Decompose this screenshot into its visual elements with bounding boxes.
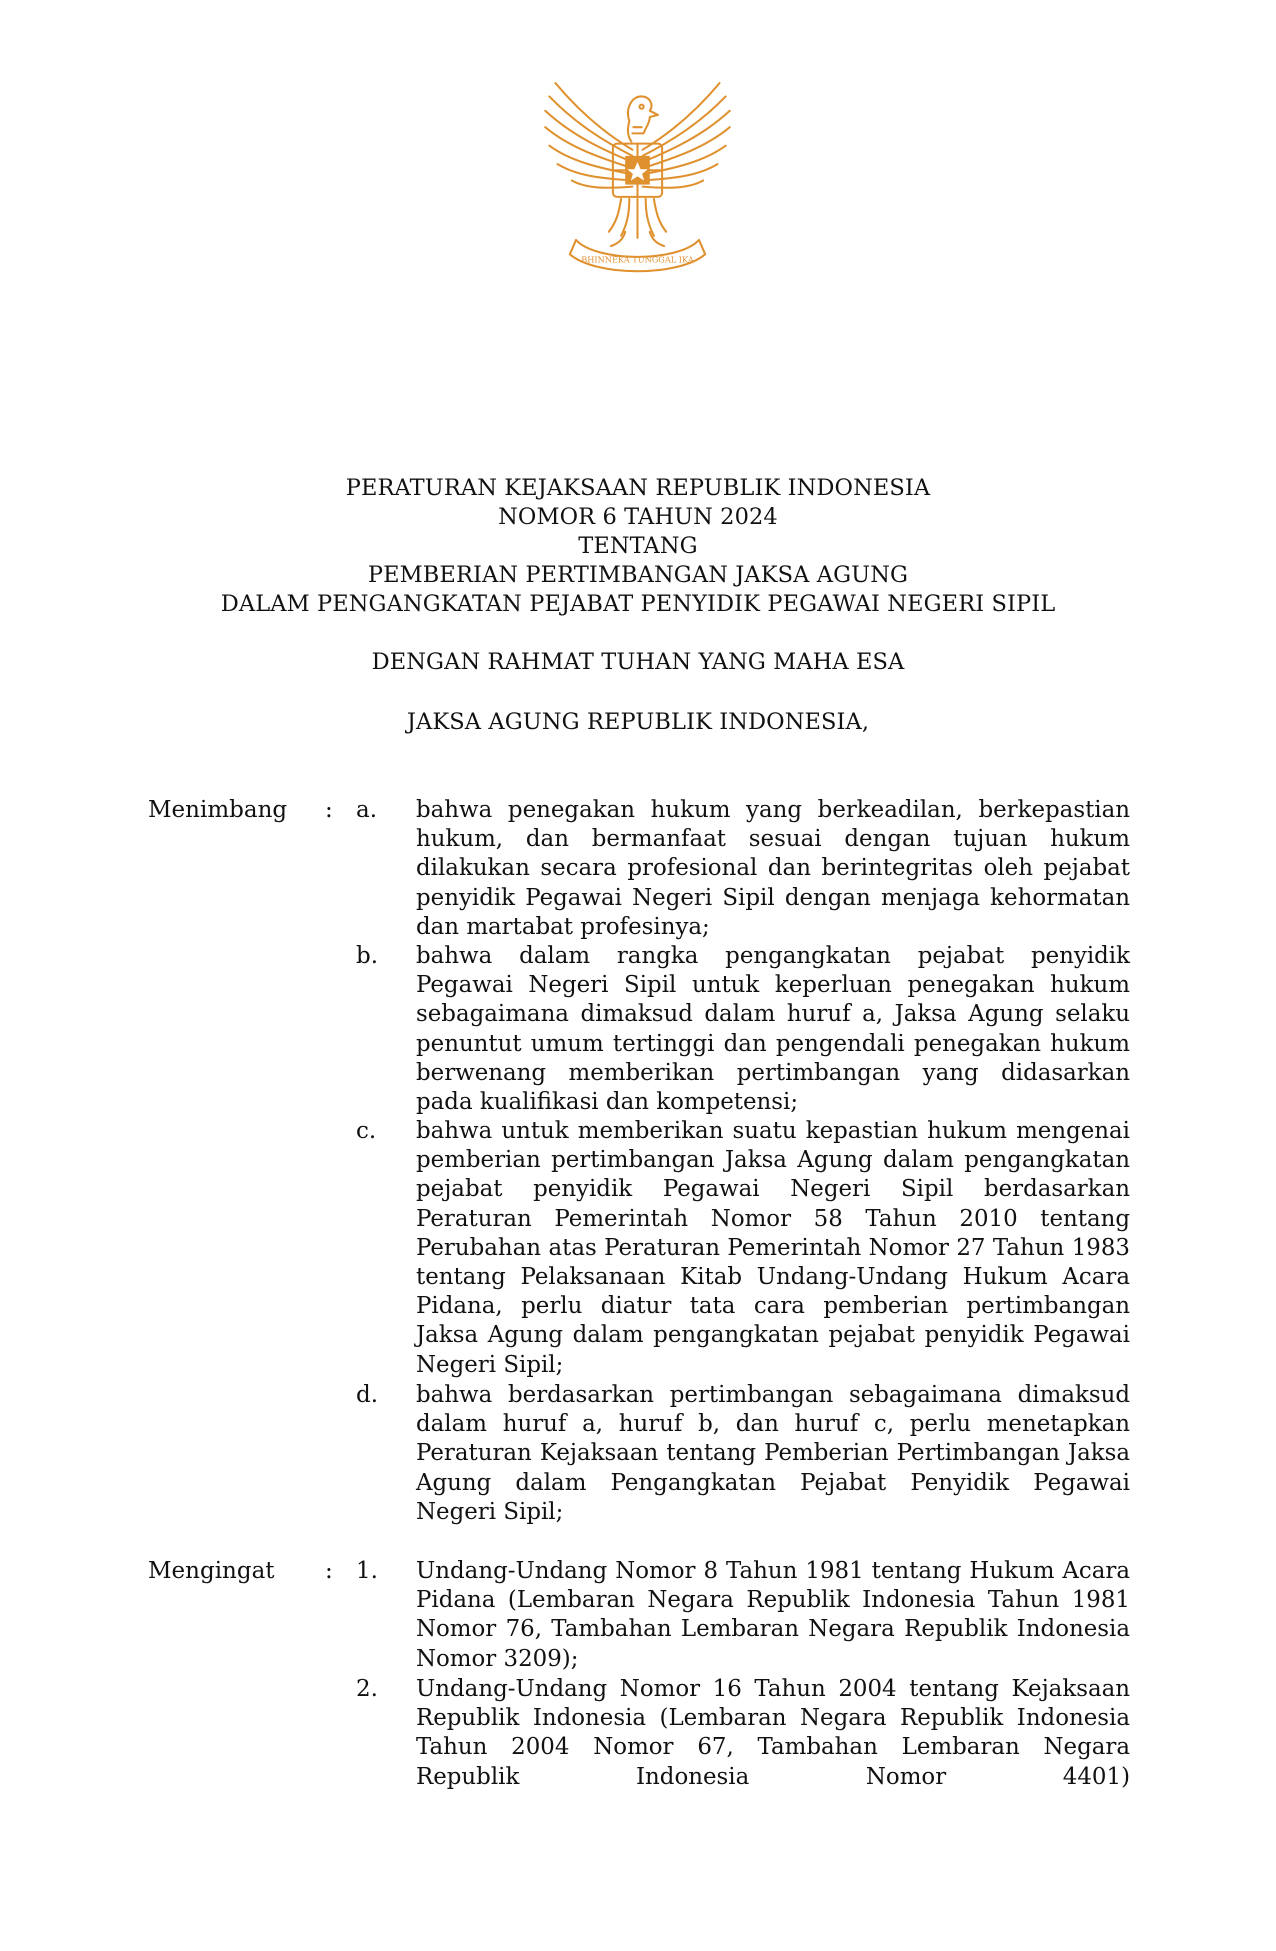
heading-title: PERATURAN KEJAKSAAN REPUBLIK INDONESIA xyxy=(345,475,931,501)
heading-tentang: TENTANG xyxy=(578,533,698,559)
menimbang-colon: : xyxy=(325,797,333,823)
menimbang-item-c: bahwa untuk memberikan suatu kepastian hukum mengenai pemberian pertimbangan Jaksa Agung dalam pengangkatan pejabat penyidik Pegawai Negeri Sipil berdasarkan Peraturan Pemerintah Nomor 58 Tahun 2010 tentang Perubahan atas Peraturan Pemerintah Nomor 27 Tahun 1983 tentang Pelaksanaan Kitab Undang-Undang Hukum Acara Pidana, perlu diatur tata cara pemberian pertimbangan Jaksa Agung dalam pengangkatan pejabat penyidik Pegawai Negeri Sipil; xyxy=(416,1118,1130,1378)
heading-number: NOMOR 6 TAHUN 2024 xyxy=(498,504,778,530)
emblem-motto: BHINNEKA TUNGGAL IKA xyxy=(581,254,694,265)
menimbang-marker-d: d. xyxy=(356,1382,379,1408)
mengingat-marker-1: 1. xyxy=(356,1558,378,1584)
mengingat-marker-2: 2. xyxy=(356,1676,378,1702)
blessing-line: DENGAN RAHMAT TUHAN YANG MAHA ESA xyxy=(371,649,905,675)
menimbang-item-b: bahwa dalam rangka pengangkatan pejabat penyidik Pegawai Negeri Sipil untuk keperluan penegakan hukum sebagaimana dimaksud dalam huruf a, Jaksa Agung selaku penuntut umum tertinggi dan pengendali penegakan hukum berwenang memberikan pertimbangan yang didasarkan pada kualifikasi dan kompetensi; xyxy=(416,943,1130,1116)
menimbang-marker-a: a. xyxy=(356,797,378,823)
menimbang-label: Menimbang xyxy=(148,797,288,823)
regulation-heading xyxy=(0,474,1276,619)
heading-subject-1: PEMBERIAN PERTIMBANGAN JAKSA AGUNG xyxy=(367,562,909,588)
menimbang-marker-b: b. xyxy=(356,943,379,969)
mengingat-item-2: Undang-Undang Nomor 16 Tahun 2004 tentang Kejaksaan Republik Indonesia (Lembaran Negara Republik Indonesia Tahun 2004 Nomor 67, Tambahan Lembaran Negara Republik Indonesia Nomor 4401) xyxy=(416,1676,1130,1790)
official-line: JAKSA AGUNG REPUBLIK INDONESIA, xyxy=(406,709,870,735)
mengingat-item-1: Undang-Undang Nomor 8 Tahun 1981 tentang Hukum Acara Pidana (Lembaran Negara Republik Indonesia Tahun 1981 Nomor 76, Tambahan Lembaran Negara Republik Indonesia Nomor 3209); xyxy=(416,1558,1130,1672)
mengingat-label: Mengingat xyxy=(148,1558,275,1584)
heading-subject-2: DALAM PENGANGKATAN PEJABAT PENYIDIK PEGAWAI NEGERI SIPIL xyxy=(220,591,1056,617)
menimbang-item-a: bahwa penegakan hukum yang berkeadilan, berkepastian hukum, dan bermanfaat sesuai dengan tujuan hukum dilakukan secara profesional dan berintegritas oleh pejabat penyidik Pegawai Negeri Sipil dengan menjaga kehormatan dan martabat profesinya; xyxy=(416,797,1130,940)
menimbang-marker-c: c. xyxy=(356,1118,377,1144)
mengingat-colon: : xyxy=(325,1558,333,1584)
garuda-emblem-icon xyxy=(535,78,740,283)
menimbang-item-d: bahwa berdasarkan pertimbangan sebagaimana dimaksud dalam huruf a, huruf b, dan huruf c, perlu menetapkan Peraturan Kejaksaan tentang Pemberian Pertimbangan Jaksa Agung dalam Pengangkatan Pejabat Penyidik Pegawai Negeri Sipil; xyxy=(416,1382,1130,1525)
